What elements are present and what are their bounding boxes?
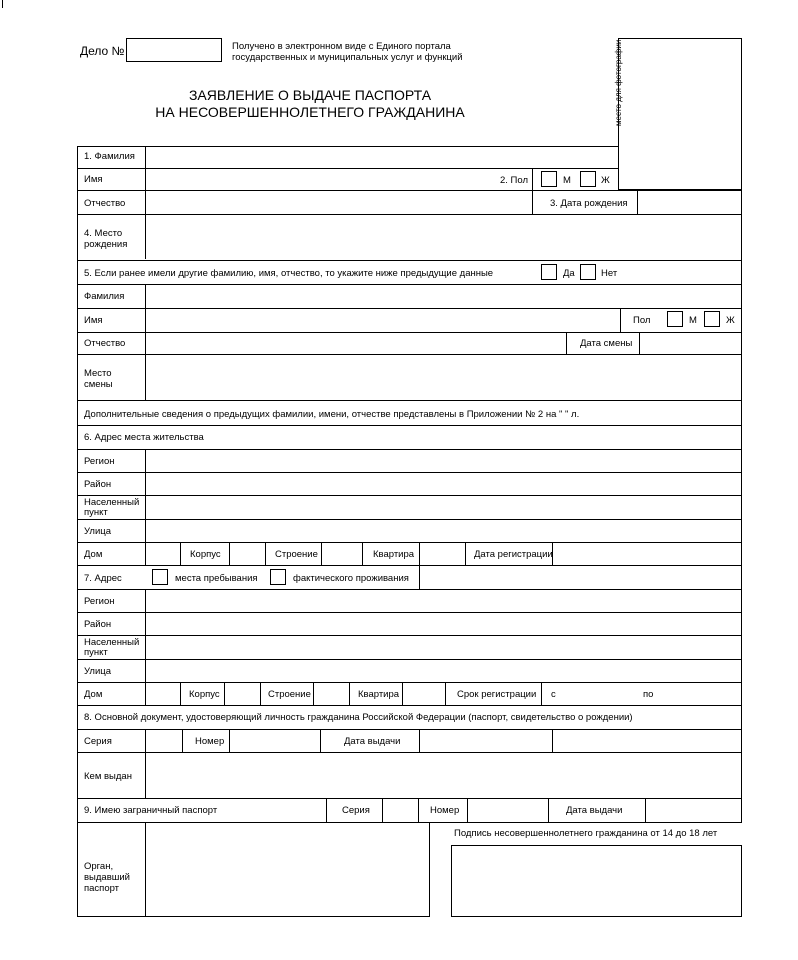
cell-line [362, 542, 363, 565]
doc-number-field[interactable] [230, 730, 319, 751]
doc-series-label: Серия [84, 736, 112, 747]
addr7-locality-field[interactable] [146, 636, 740, 658]
addr7-reg-period-label: Срок регистрации [457, 689, 537, 700]
res-reg-date-label: Дата регистрации [474, 549, 553, 560]
prev-no-checkbox[interactable] [580, 264, 596, 280]
row-line [77, 916, 430, 917]
cell-line [320, 729, 321, 752]
name-label: Имя [84, 174, 103, 185]
cell-line [566, 332, 567, 354]
surname-field[interactable] [146, 147, 617, 167]
residence-title: 6. Адрес места жительства [84, 432, 204, 443]
cell-line [429, 822, 430, 916]
addr7-apartment-label: Квартира [358, 689, 400, 700]
res-apartment-field[interactable] [420, 543, 464, 564]
cell-line [532, 190, 533, 214]
cell-line [465, 542, 466, 565]
photo-label: место для фотографии [614, 39, 623, 126]
birth-place-field[interactable] [146, 215, 740, 259]
prev-surname-field[interactable] [146, 285, 740, 307]
fp-authority-label-1: Орган, [84, 861, 114, 872]
prev-yes-checkbox[interactable] [541, 264, 557, 280]
cell-line [620, 308, 621, 332]
cell-line [548, 798, 549, 822]
prev-data-question: 5. Если ранее имели другие фамилию, имя, отчество, то укажите ниже предыдущие данные [84, 268, 494, 279]
actual-residence-label: фактического проживания [293, 573, 409, 584]
cell-line [180, 542, 181, 565]
cell-line [418, 798, 419, 822]
cell-line [326, 798, 327, 822]
patronymic-field[interactable] [146, 191, 531, 214]
res-building-field[interactable] [322, 543, 361, 564]
res-reg-date-field[interactable] [553, 543, 740, 564]
res-locality-label-2: пункт [84, 507, 108, 518]
photo-left-border [618, 146, 619, 190]
prev-sex-m-checkbox[interactable] [667, 311, 683, 327]
page-edge [2, 0, 3, 8]
sex-label: 2. Пол [500, 175, 529, 186]
doc-issued-by-field[interactable] [146, 753, 740, 797]
addr7-to-label: по [643, 689, 654, 700]
change-date-label: Дата смены [580, 338, 633, 349]
received-line-2: государственных и муниципальных услуг и функций [232, 52, 463, 63]
form-left-border [77, 146, 78, 916]
prev-yes-label: Да [563, 268, 575, 279]
sex-f-checkbox[interactable] [580, 171, 596, 187]
fp-authority-label-2: выдавший [84, 872, 130, 883]
row-line [77, 705, 742, 706]
change-date-field[interactable] [640, 333, 740, 354]
cell-line [349, 682, 350, 705]
fp-issue-date-field[interactable] [646, 799, 740, 821]
sex-m-label: М [563, 175, 571, 186]
addr7-building-field[interactable] [314, 683, 348, 704]
res-building-label: Строение [275, 549, 318, 560]
signature-field[interactable] [451, 845, 742, 917]
fp-issue-date-label: Дата выдачи [566, 805, 623, 816]
addr7-from-field[interactable] [560, 683, 638, 704]
doc-title: 8. Основной документ, удостоверяющий личность гражданина Российской Федерации (паспорт, свидетельство о рождении) [84, 712, 633, 723]
prev-surname-label: Фамилия [84, 291, 125, 302]
stay-label: места пребывания [175, 573, 258, 584]
addr7-from-label: с [551, 689, 556, 700]
prev-sex-f-checkbox[interactable] [704, 311, 720, 327]
cell-line [182, 729, 183, 752]
cell-line [180, 682, 181, 705]
addr7-house-label: Дом [84, 689, 103, 700]
change-place-label-1: Место [84, 368, 112, 379]
change-place-label-2: смены [84, 379, 113, 390]
prev-name-field[interactable] [146, 309, 619, 331]
res-house-label: Дом [84, 549, 103, 560]
prev-sex-f-label: Ж [726, 315, 735, 326]
addr7-locality-label-1: Населенный [84, 637, 140, 648]
addr7-to-field[interactable] [656, 683, 740, 704]
prev-patronymic-field[interactable] [146, 333, 565, 354]
addr7-street-field[interactable] [146, 660, 740, 681]
photo-area [618, 38, 742, 190]
res-locality-label-1: Населенный [84, 497, 140, 508]
cell-line [445, 682, 446, 705]
case-label: Дело № [80, 44, 125, 58]
cell-line [265, 542, 266, 565]
doc-issue-date-label: Дата выдачи [344, 736, 401, 747]
prev-sex-label: Пол [633, 315, 651, 326]
addr7-block-label: Корпус [189, 689, 220, 700]
birth-place-label-2: рождения [84, 239, 128, 250]
addr7-street-label: Улица [84, 666, 111, 677]
case-number-field[interactable] [126, 38, 222, 62]
actual-residence-checkbox[interactable] [270, 569, 286, 585]
prev-patronymic-label: Отчество [84, 338, 126, 349]
addr7-district-label: Район [84, 619, 112, 630]
res-district-field[interactable] [146, 473, 740, 494]
cell-line [541, 682, 542, 705]
stay-checkbox[interactable] [152, 569, 168, 585]
name-field[interactable] [146, 169, 529, 190]
fp-authority-field[interactable] [146, 823, 428, 915]
prev-sex-m-label: М [689, 315, 697, 326]
foreign-passport-title: 9. Имею заграничный паспорт [84, 805, 218, 816]
fp-authority-label-3: паспорт [84, 883, 120, 894]
res-house-field[interactable] [146, 543, 179, 564]
cell-line [419, 565, 420, 589]
sex-m-checkbox[interactable] [541, 171, 557, 187]
res-locality-field[interactable] [146, 496, 740, 518]
sex-f-label: Ж [601, 175, 610, 186]
received-line-1: Получено в электронном виде с Единого портала [232, 41, 451, 52]
doc-issue-date-field[interactable] [420, 730, 551, 751]
doc-issued-by-label: Кем выдан [84, 771, 132, 782]
cell-line [532, 168, 533, 190]
cell-line [260, 682, 261, 705]
fp-number-field[interactable] [468, 799, 547, 821]
fp-series-field[interactable] [383, 799, 417, 821]
patronymic-label: Отчество [84, 198, 126, 209]
res-apartment-label: Квартира [373, 549, 415, 560]
row-line [77, 260, 742, 261]
res-region-label: Регион [84, 456, 115, 467]
res-block-label: Корпус [190, 549, 221, 560]
signature-label: Подпись несовершеннолетнего гражданина от 14 до 18 лет [454, 828, 718, 839]
doc-series-field[interactable] [146, 730, 181, 751]
birth-place-label-1: 4. Место [84, 228, 123, 239]
row-line [77, 565, 742, 566]
fp-number-label: Номер [430, 805, 460, 816]
change-place-field[interactable] [146, 355, 740, 399]
addr7-building-label: Строение [268, 689, 311, 700]
row-line [77, 400, 742, 401]
addr7-district-field[interactable] [146, 613, 740, 634]
addr7-region-field[interactable] [146, 590, 740, 612]
surname-label: 1. Фамилия [84, 151, 135, 162]
addr7-block-field[interactable] [225, 683, 259, 704]
fp-series-label: Серия [342, 805, 370, 816]
form-title-line-1: ЗАЯВЛЕНИЕ О ВЫДАЧЕ ПАСПОРТА [188, 87, 432, 103]
row-line [77, 425, 742, 426]
form-title-line-2: НА НЕСОВЕРШЕННОЛЕТНЕГО ГРАЖДАНИНА [155, 104, 465, 120]
res-block-field[interactable] [230, 543, 264, 564]
birth-date-label: 3. Дата рождения [550, 198, 628, 209]
addr7-apartment-field[interactable] [403, 683, 444, 704]
additional-info-text: Дополнительные сведения о предыдущих фамилии, имени, отчестве представлены в Приложении № 2 на " " л. [84, 409, 580, 420]
address7-title: 7. Адрес [84, 573, 122, 584]
addr7-locality-label-2: пункт [84, 647, 108, 658]
res-street-label: Улица [84, 526, 111, 537]
addr7-house-field[interactable] [146, 683, 179, 704]
addr7-region-label: Регион [84, 596, 115, 607]
cell-line [552, 729, 553, 752]
res-street-field[interactable] [146, 520, 740, 541]
res-region-field[interactable] [146, 450, 740, 472]
birth-date-field[interactable] [638, 191, 740, 214]
doc-number-label: Номер [195, 736, 225, 747]
prev-name-label: Имя [84, 315, 103, 326]
prev-no-label: Нет [601, 268, 618, 279]
res-district-label: Район [84, 479, 112, 490]
